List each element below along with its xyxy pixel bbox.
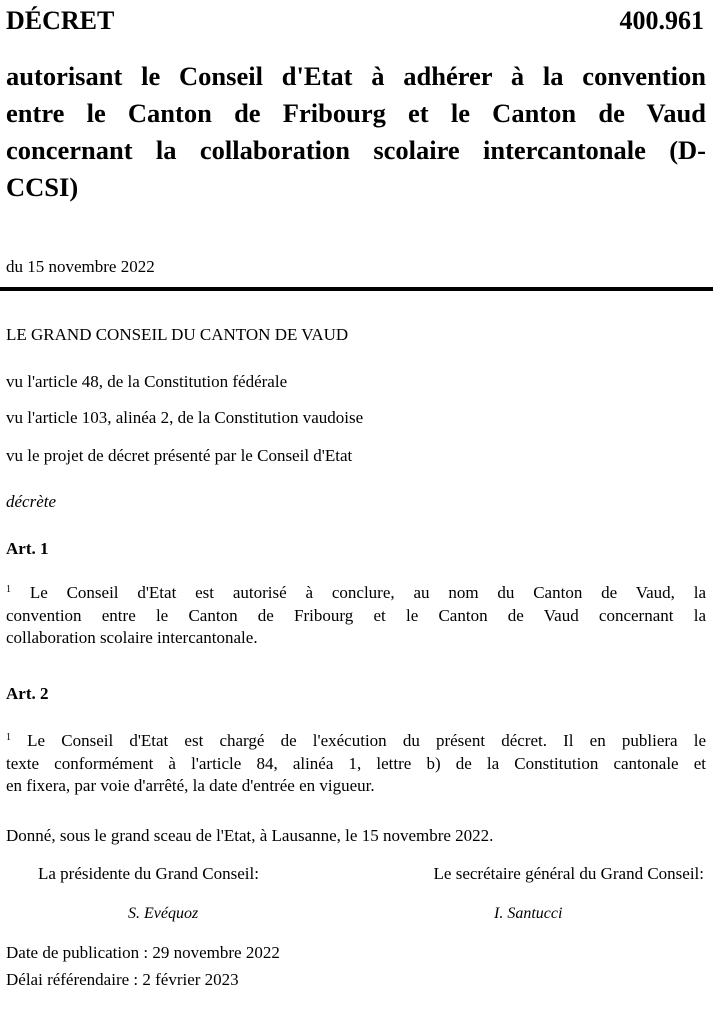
paragraph-line — [6, 730, 706, 753]
visa-line: vu l'article 103, alinéa 2, de la Constitution vaudoise — [6, 408, 364, 427]
referendum-deadline: Délai référendaire : 2 février 2023 — [6, 970, 239, 989]
visa-line: vu le projet de décret présenté par le Conseil d'Etat — [6, 446, 353, 465]
article-heading: Art. 1 — [6, 539, 49, 558]
article-heading: Art. 2 — [6, 684, 49, 703]
signature-president: S. Evéquoz — [128, 905, 199, 922]
paragraph-line: convention entre le Canton de Fribourg et le Canton de Vaud concernant la — [6, 605, 706, 625]
article-1-paragraph — [6, 582, 706, 650]
paragraph-text: Le Conseil d'Etat est chargé de l'exécution du présent décret. Il en publiera le — [27, 731, 706, 750]
decree-date: du 15 novembre 2022 — [6, 257, 155, 276]
decree-title — [6, 58, 706, 206]
publication-date: Date de publication : 29 novembre 2022 — [6, 943, 280, 962]
article-2-paragraph — [6, 730, 706, 798]
signatory-title-secretary: Le secrétaire général du Grand Conseil: — [433, 864, 704, 883]
decrees-word: décrète — [6, 492, 57, 511]
title-line: entre le Canton de Fribourg et le Canton de Vaud — [6, 98, 706, 128]
header-divider — [0, 287, 713, 291]
signature-secretary: I. Santucci — [494, 905, 563, 922]
given-at: Donné, sous le grand sceau de l'Etat, à Lausanne, le 15 novembre 2022. — [6, 826, 494, 845]
title-line: CCSI) — [6, 172, 79, 202]
decree-number: 400.961 — [619, 6, 704, 35]
paragraph-text: Le Conseil d'Etat est autorisé à conclure, au nom du Canton de Vaud, la — [29, 583, 706, 602]
signatory-title-president: La présidente du Grand Conseil: — [38, 864, 259, 883]
decree-label: DÉCRET — [6, 6, 115, 35]
paragraph-line: en fixera, par voie d'arrêté, la date d'entrée en vigueur. — [6, 776, 375, 795]
paragraph-number: 1 — [6, 584, 11, 595]
paragraph-line: collaboration scolaire intercantonale. — [6, 628, 258, 647]
authority: LE GRAND CONSEIL DU CANTON DE VAUD — [6, 325, 349, 344]
title-line: autorisant le Conseil d'Etat à adhérer à la convention — [6, 61, 706, 91]
visa-line: vu l'article 48, de la Constitution fédérale — [6, 372, 288, 391]
paragraph-line: texte conformément à l'article 84, alinéa 1, lettre b) de la Constitution cantonale et — [6, 753, 706, 773]
paragraph-number: 1 — [6, 732, 11, 743]
paragraph-line — [6, 582, 706, 605]
title-line: concernant la collaboration scolaire intercantonale (D- — [6, 135, 706, 165]
